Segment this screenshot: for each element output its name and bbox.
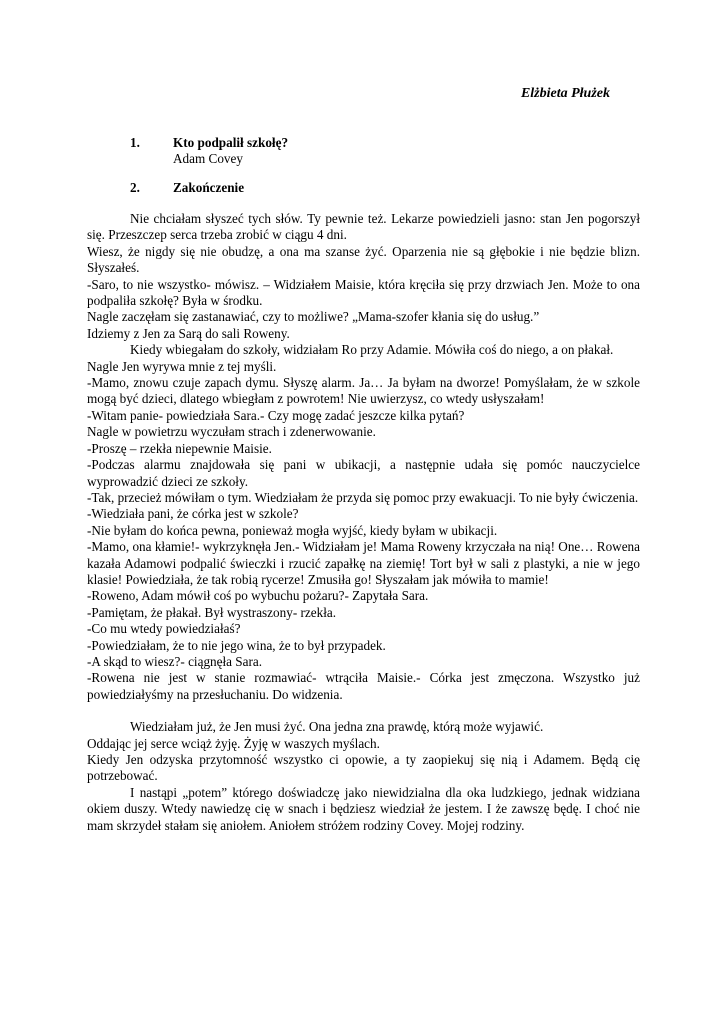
paragraph: Oddając jej serce wciąż żyję. Żyję w waszych myślach.	[87, 735, 380, 751]
author-name: Elżbieta Płużek	[520, 86, 610, 101]
paragraph: -Pamiętam, że płakał. Był wystraszony- rzekła.	[87, 604, 337, 620]
chapter-title	[173, 135, 288, 168]
paragraph: -Mamo, znowu czuje zapach dymu. Słyszę alarm. Ja… Ja byłam na dworze! Pomyślałam, że w szkole mogą być dzieci, dlatego wbiegłam z powrotem! Nie uwierzysz, co wtedy usłyszałam!	[87, 375, 640, 407]
paragraph: -Mamo, ona kłamie!- wykrzyknęła Jen.- Widziałam je! Mama Roweny krzyczała na nią! One… Rowena kazała Adamowi podpalić świeczki i rzucić zapałkę na ziemię! Tort był w sali z plastyki, a nie w jego klasie! Powiedziała, że tak robią rycerze! Zmusiła go! Słyszałam jak mówiła to mamie!	[87, 539, 640, 587]
paragraph: -Rowena nie jest w stanie rozmawiać- wtrąciła Maisie.- Córka jest zmęczona. Wszystko już powiedziałyśmy na przesłuchaniu. Do widzenia.	[87, 670, 640, 702]
paragraph: -Wiedziała pani, że córka jest w szkole?	[87, 506, 299, 522]
paragraph: -Powiedziałam, że to nie jego wina, że to był przypadek.	[87, 637, 386, 653]
paragraph: Idziemy z Jen za Sarą do sali Roweny.	[87, 325, 290, 341]
chapter-item	[130, 180, 288, 196]
chapter-number: 2.	[130, 179, 140, 195]
chapter-subtitle: Adam Covey	[173, 151, 243, 167]
paragraph: -A skąd to wiesz?- ciągnęła Sara.	[87, 653, 263, 669]
chapter-list	[130, 135, 288, 208]
paragraph: Nagle w powietrzu wyczułam strach i zdenerwowanie.	[87, 424, 376, 440]
paragraph: -Roweno, Adam mówił coś po wybuchu pożaru?- Zapytała Sara.	[87, 588, 429, 604]
paragraph: Kiedy Jen odzyska przytomność wszystko ci opowie, a ty zaopiekuj się nią i Adamem. Będą cię potrzebować.	[87, 752, 640, 784]
paragraph: Nagle zaczęłam się zastanawiać, czy to możliwe? „Mama-szofer kłania się do usług.”	[87, 309, 540, 325]
paragraph: -Proszę – rzekła niepewnie Maisie.	[87, 440, 272, 456]
paragraph: Kiedy wbiegałam do szkoły, widziałam Ro przy Adamie. Mówiła coś do niego, a on płakał.	[130, 342, 614, 358]
paragraph: Wiedziałam już, że Jen musi żyć. Ona jedna zna prawdę, którą może wyjawić.	[130, 719, 544, 735]
paragraph: -Saro, to nie wszystko- mówisz. – Widziałem Maisie, która kręciła się przy drzwiach Jen. Może to ona podpaliła szkołę? Była w środku.	[87, 276, 640, 309]
paragraph: -Podczas alarmu znajdowała się pani w ubikacji, a następnie udała się pomóc nauczycielce wyprowadzić dzieci ze szkoły.	[87, 457, 640, 489]
paragraph: -Co mu wtedy powiedziałaś?	[87, 621, 241, 637]
story-text	[87, 211, 640, 834]
paragraph: I nastąpi „potem” którego doświadczę jako niewidzialna dla oka ludzkiego, jednak widziana okiem duszy. Wtedy nawiedzę cię w snach i będziesz wiedział że jestem. I że zawszę będę. I choć nie mam skrzydeł stałam się aniołem. Aniołem stróżem rodziny Covey. Mojej rodziny.	[87, 784, 640, 833]
chapter-number: 1.	[130, 135, 140, 150]
chapter-item	[130, 135, 288, 168]
chapter-title-text: Kto podpalił szkołę?	[173, 135, 289, 150]
paragraph: Nagle Jen wyrywa mnie z tej myśli.	[87, 358, 277, 374]
paragraph: Nie chciałam słyszeć tych słów. Ty pewnie też. Lekarze powiedzieli jasno: stan Jen pogorszył się. Przeszczep serca trzeba zrobić w ciągu 4 dni.	[87, 211, 640, 243]
paragraph: -Witam panie- powiedziała Sara.- Czy mogę zadać jeszcze kilka pytań?	[87, 407, 465, 423]
chapter-title: Zakończenie	[173, 179, 245, 195]
paragraph: Wiesz, że nigdy się nie obudzę, a ona ma szanse żyć. Oparzenia nie są głębokie i nie będzie blizn. Słyszałeś.	[87, 243, 640, 276]
paragraph: -Nie byłam do końca pewna, ponieważ mogła wyjść, kiedy byłam w ubikacji.	[87, 522, 498, 538]
paragraph: -Tak, przecież mówiłam o tym. Wiedziałam że przyda się pomoc przy ewakuacji. To nie były ćwiczenia.	[87, 489, 639, 505]
